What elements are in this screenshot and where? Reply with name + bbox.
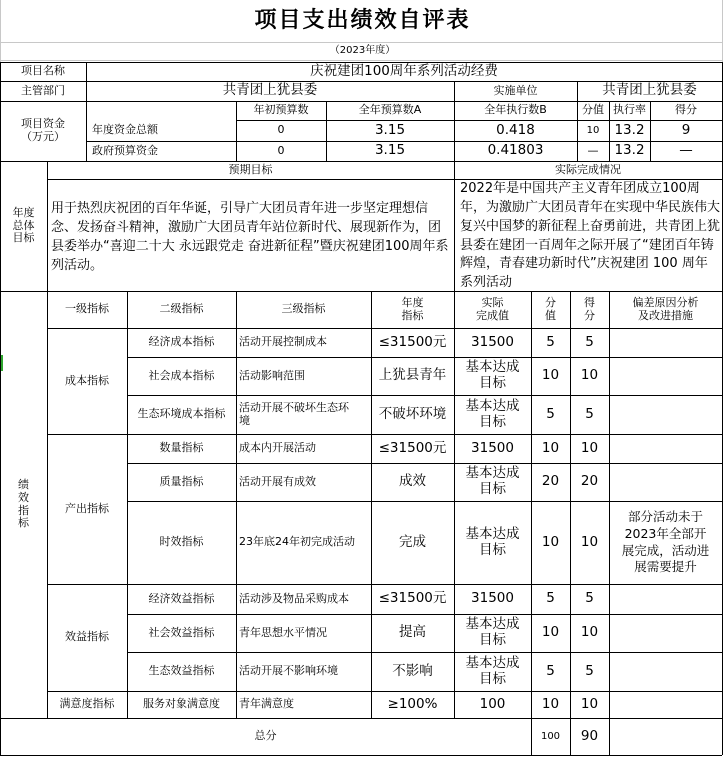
grid-line [47,161,48,718]
grid-line [236,101,237,161]
impl-unit-value: 共青团上犹县委 [602,82,697,99]
grid-line-light [0,0,1,62]
page-title: 项目支出绩效自评表 [254,8,471,34]
grid-line [722,62,723,755]
deviation-note [609,357,722,395]
perf-header: 分 值 [545,295,556,322]
annual-target: 成效 [399,473,426,490]
level1-indicator: 产出指标 [65,501,109,515]
actual-value: 基本达成 目标 [465,616,520,648]
annual-target: 上犹县青年 [378,367,447,384]
grid-line [127,357,722,358]
total-got: 90 [580,727,599,744]
perf-header: 二级指标 [159,302,204,316]
actual-value: 31500 [471,439,514,456]
perf-header: 得 分 [584,295,595,322]
grid-line-light [0,60,722,61]
expected-goal-header: 预期目标 [228,162,273,176]
funds-cell: 9 [681,121,691,138]
annual-target: 不影响 [392,662,433,679]
funds-cell: 0.41803 [487,142,544,159]
got-score: 10 [580,439,599,456]
score-value: 10 [541,695,560,712]
perf-label: 绩 效 指 标 [18,478,29,530]
level2-indicator: 社会效益指标 [148,625,215,639]
grid-line [0,755,722,756]
year-label: （2023年度） [329,45,396,57]
grid-line [0,718,722,719]
grid-line [127,395,722,396]
grid-line [0,101,722,102]
funds-cell: 13.2 [614,142,645,159]
level2-indicator: 生态效益指标 [148,664,215,678]
deviation-note [609,463,722,501]
score-value: 20 [541,473,560,490]
funds-header: 得分 [675,103,697,117]
funds-cell: 3.15 [374,142,406,159]
level2-indicator: 时效指标 [159,535,204,549]
got-score: 10 [580,533,599,550]
grid-line [577,101,578,161]
annual-target: ≤31500元 [378,439,447,456]
total-score: 100 [540,730,561,742]
grid-line [127,652,722,653]
dept-value: 共青团上犹县委 [222,82,318,99]
grid-line [454,101,455,291]
got-score: 5 [585,333,594,350]
actual-value: 基本达成 目标 [465,654,520,687]
level3-indicator: 成本内开展活动 [239,441,316,455]
funds-cell: 3.15 [374,121,406,138]
actual-result-text: 2022年是中国共产主义青年团成立100周年，为激励广大团员青年在实现中华民族伟大复兴中国梦的新征程上奋勇前进，共青团上犹县委在建团一百周年之际开展了“建团百年铸辉煌，青春建功新时代”庆祝建团 100 周年系列活动 [460,181,720,290]
level1-indicator: 成本指标 [65,373,109,387]
grid-line [0,161,722,162]
total-label: 总分 [254,729,277,743]
funds-header: 执行率 [613,103,646,117]
level2-indicator: 服务对象满意度 [143,697,220,711]
funds-header: 全年执行数B [484,103,547,117]
actual-value: 31500 [471,333,514,350]
score-value: 5 [546,662,555,679]
level1-indicator: 满意度指标 [59,697,115,711]
level2-indicator: 生态环境成本指标 [137,407,226,421]
level3-indicator: 活动开展不破坏生态环 境 [239,400,349,427]
level3-indicator: 23年底24年初完成活动 [239,535,355,549]
funds-cell: 0.418 [496,121,535,138]
grid-line [127,463,722,464]
grid-line [236,291,237,718]
grid-line [47,434,722,435]
funds-cell: 0 [277,143,285,157]
level3-indicator: 活动开展有成效 [239,474,316,488]
actual-value: 基本达成 目标 [465,465,520,497]
actual-value: 100 [479,695,506,712]
dept-label: 主管部门 [21,83,65,97]
deviation-note [609,434,722,463]
got-score: 20 [580,473,599,490]
grid-line [47,584,722,585]
level2-indicator: 经济效益指标 [148,591,215,605]
level3-indicator: 活动开展控制成本 [239,335,327,349]
grid-line [0,81,722,82]
level3-indicator: 青年思想水平情况 [239,625,327,639]
grid-line [0,62,1,755]
grid-line [86,62,87,161]
annual-target: 完成 [399,533,426,550]
grid-line [47,179,722,180]
got-score: 10 [580,695,599,712]
deviation-note [609,691,722,718]
deviation-note [609,395,722,434]
perf-header: 三级指标 [281,302,326,316]
grid-line [0,62,722,63]
perf-header: 实际 完成值 [476,295,509,322]
level2-indicator: 数量指标 [159,441,204,455]
deviation-note [609,328,722,357]
deviation-note [609,652,722,691]
level2-indicator: 质量指标 [159,474,204,488]
funds-cell: 13.2 [614,121,645,138]
score-value: 5 [546,405,555,422]
grid-line [454,81,455,101]
grid-line [326,101,327,161]
got-score: 5 [585,405,594,422]
score-value: 5 [546,590,555,607]
grid-line [454,291,455,718]
got-score: 10 [580,367,599,384]
expected-goal-text: 用于热烈庆祝团的百年华诞，引导广大团员青年进一步坚定理想信念、发扬奋斗精神，激励广大团员青年站位新时代、展现新作为，团县委举办“喜迎二十大 永远跟党走 奋进新征程”暨庆祝建团100周年系列活动。 [51,201,449,273]
level3-indicator: 青年满意度 [239,697,294,711]
grid-line [47,328,722,329]
annual-target: 不破坏环境 [378,405,447,422]
grid-line [127,501,722,502]
grid-line [609,101,610,161]
grid-line [127,291,128,718]
deviation-note [609,614,722,652]
funds-row-label: 政府预算资金 [92,143,158,157]
grid-line [47,691,722,692]
perf-header: 年度 指标 [401,295,424,322]
got-score: 5 [585,662,594,679]
grid-line [577,81,578,101]
score-value: 10 [541,439,560,456]
grid-line [127,614,722,615]
level3-indicator: 活动影响范围 [239,368,305,382]
funds-label: 项目资金 （万元） [21,117,65,143]
funds-header: 分值 [582,103,604,117]
goal-label: 年度 总体 目标 [12,206,35,245]
funds-cell: — [587,143,599,157]
score-value: 5 [546,333,555,350]
score-value: 10 [541,624,560,641]
grid-line [531,291,532,755]
actual-value: 31500 [471,590,514,607]
level3-indicator: 活动涉及物品采购成本 [239,591,349,605]
funds-cell: 10 [586,124,600,136]
impl-unit-label: 实施单位 [493,83,538,97]
level2-indicator: 经济成本指标 [148,335,215,349]
deviation-note: 部分活动未于 2023年全部开 展完成，活动进 展需要提升 [621,508,710,575]
funds-row-label: 年度资金总额 [92,123,158,137]
grid-line [650,101,651,161]
actual-result-header: 实际完成情况 [555,162,621,176]
project-name: 庆祝建团100周年系列活动经费 [310,62,498,79]
grid-line [570,291,571,755]
perf-header: 偏差原因分析 及改进措施 [632,295,699,322]
funds-cell: 0 [277,123,285,137]
annual-target: 提高 [399,624,426,641]
actual-value: 基本达成 目标 [465,397,520,430]
level1-indicator: 效益指标 [65,630,109,644]
got-score: 5 [585,590,594,607]
funds-cell: — [679,142,693,159]
score-value: 10 [541,367,560,384]
funds-header: 全年预算数A [358,103,422,117]
annual-target: ≤31500元 [378,590,447,607]
project-name-label: 项目名称 [21,64,65,78]
annual-target: ≥100% [387,695,438,712]
grid-line-light [722,0,723,62]
grid-line-light [0,42,722,43]
annual-target: ≤31500元 [378,333,447,350]
level2-indicator: 社会成本指标 [148,368,215,382]
level3-indicator: 活动开展不影响环境 [239,664,338,678]
actual-value: 基本达成 目标 [465,359,520,391]
grid-line [371,291,372,718]
perf-header: 一级指标 [65,302,109,316]
actual-value: 基本达成 目标 [465,525,520,558]
score-value: 10 [541,533,560,550]
funds-header: 年初预算数 [253,103,309,117]
grid-line [0,291,722,292]
grid-line [609,291,610,755]
got-score: 10 [580,624,599,641]
deviation-note [609,584,722,614]
grid-line [86,141,722,142]
